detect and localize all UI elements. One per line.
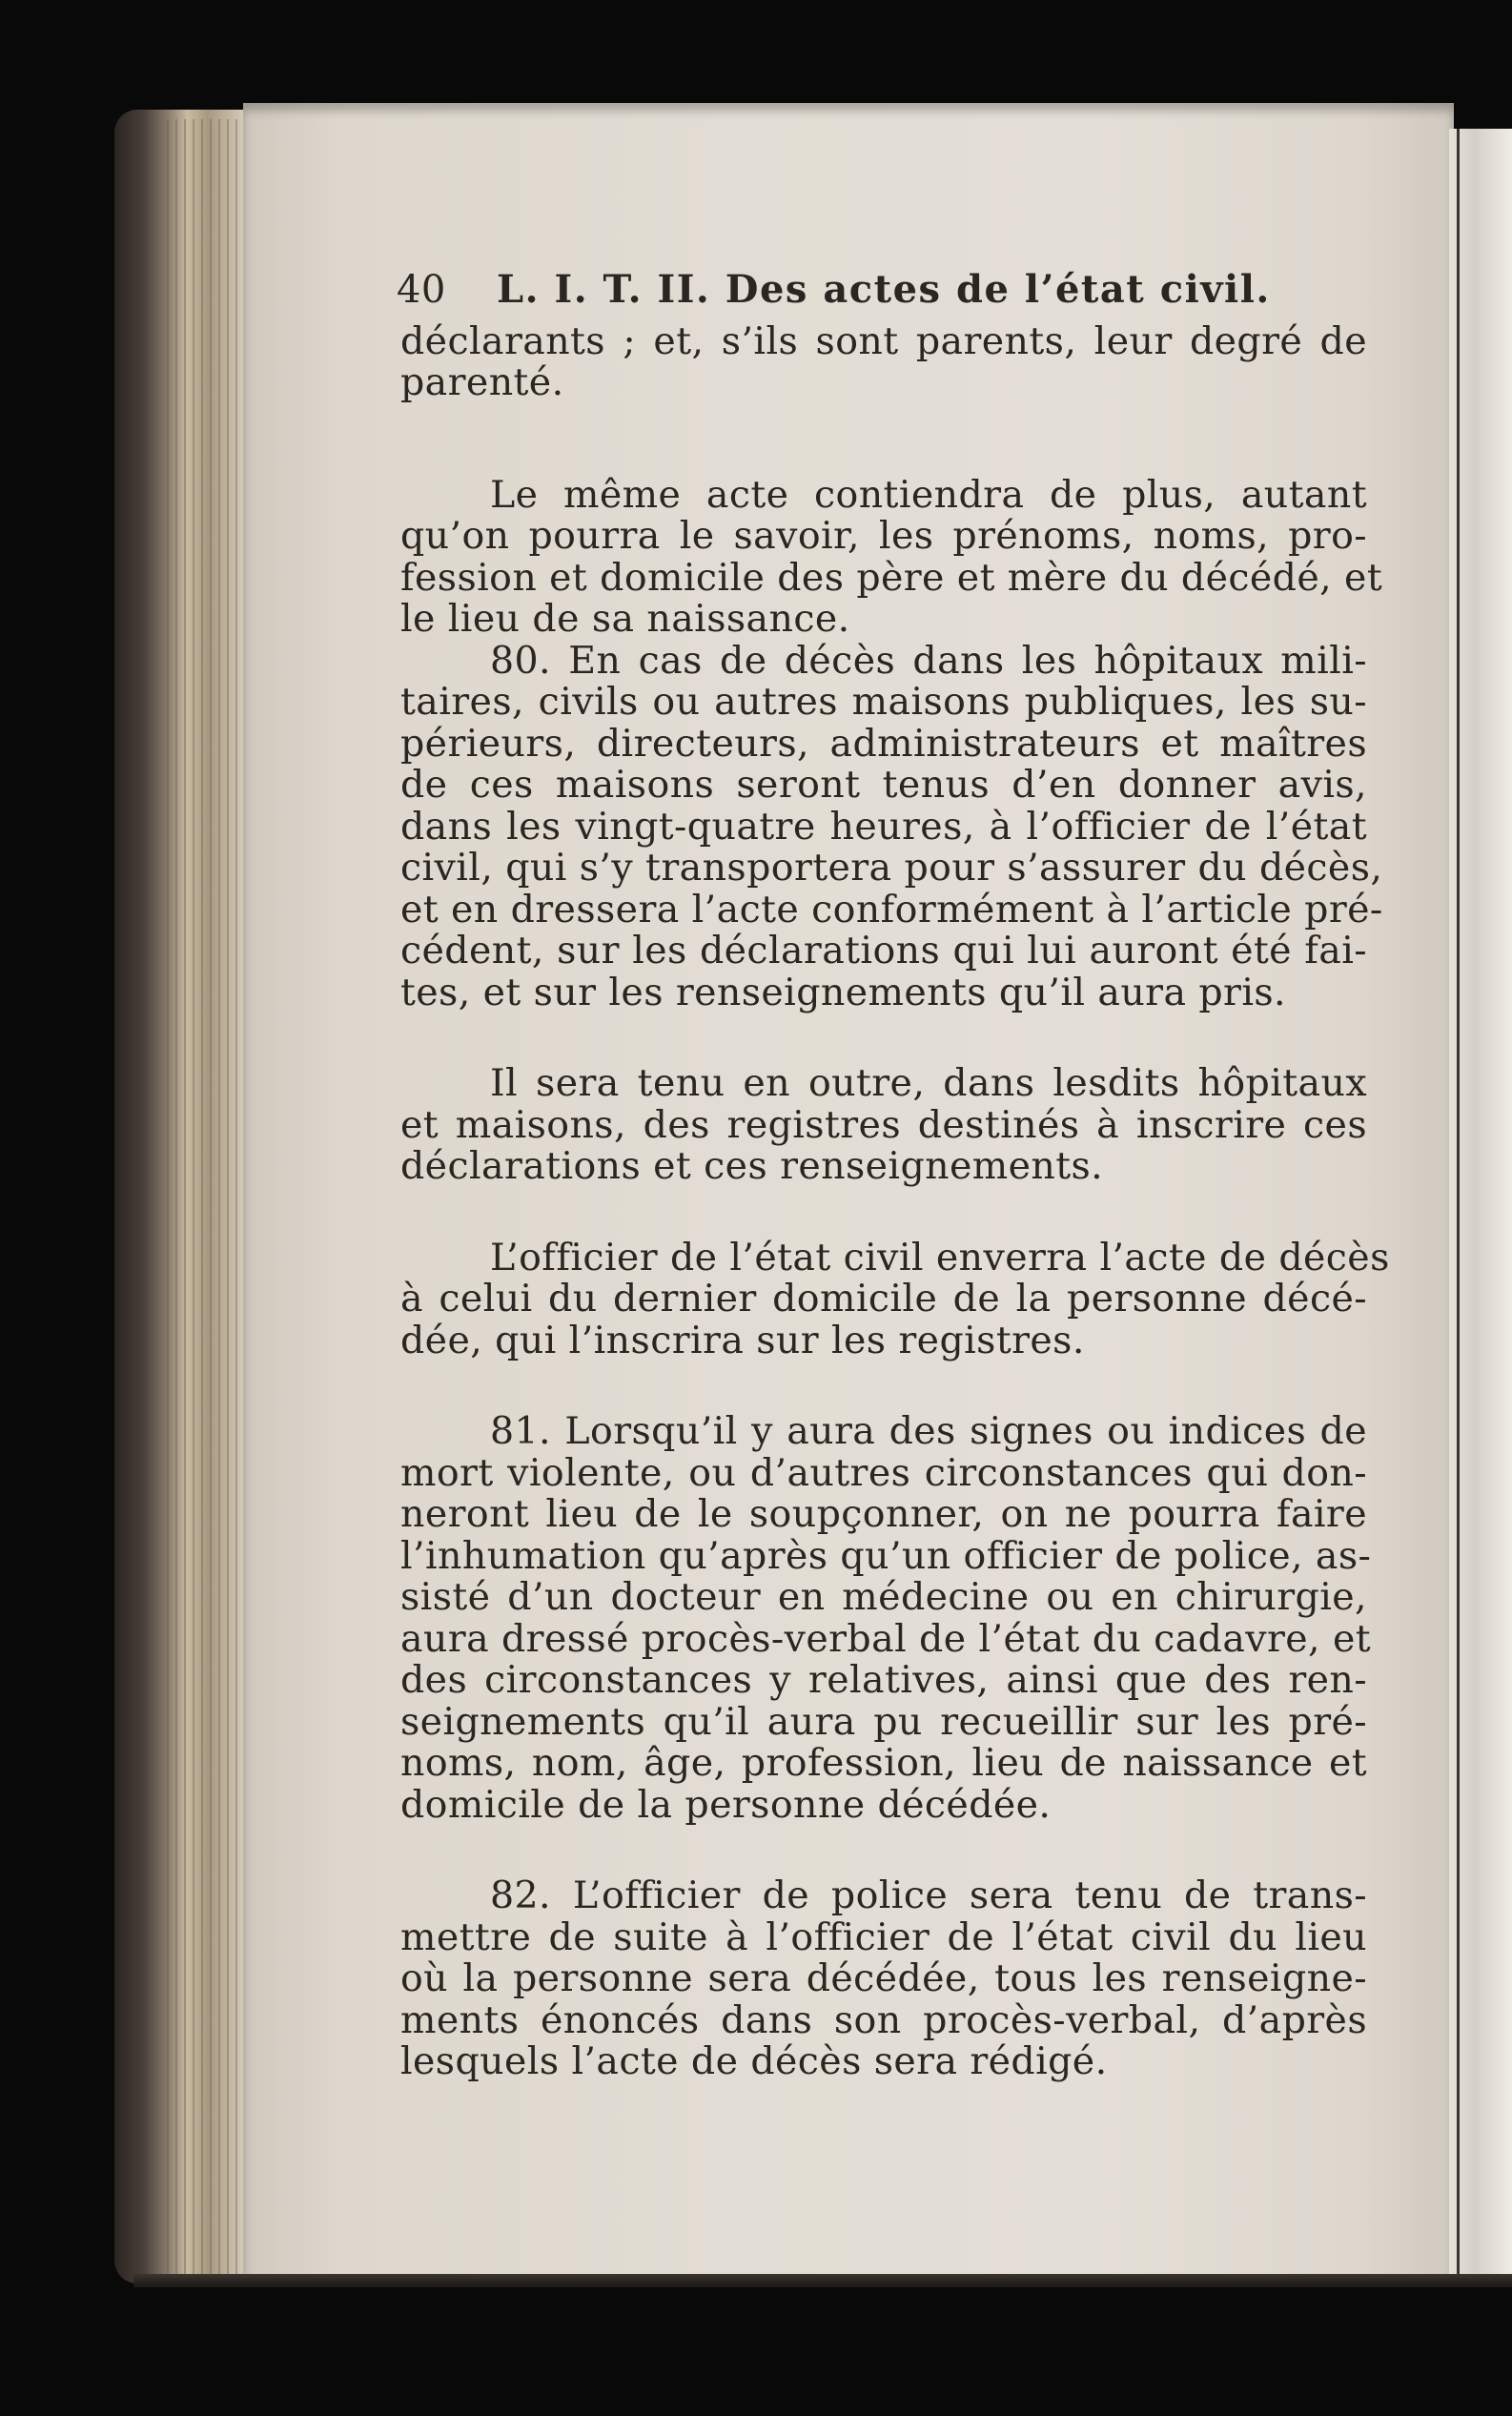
text-line: de ces maisons seront tenus d’en donner avis, — [400, 763, 1367, 807]
paragraph — [400, 318, 1367, 404]
article-81 — [400, 1409, 1372, 1827]
paragraph — [400, 1063, 1367, 1188]
text-line: cédent, sur les déclarations qui lui auront été fai- — [400, 929, 1367, 973]
text-line: taires, civils ou autres maisons publiques, les su- — [400, 680, 1367, 724]
text-line: L’officier de l’état civil enverra l’acte de décès — [490, 1235, 1390, 1280]
paragraph — [400, 472, 1383, 641]
page-bottom-shadow — [133, 2274, 1512, 2287]
page-number: 40 — [397, 268, 446, 312]
text-line: 81. Lorsqu’il y aura des signes ou indices de — [490, 1409, 1367, 1453]
facing-page-border — [1457, 129, 1460, 2274]
text-line: déclarants ; et, s’ils sont parents, leur degré de — [400, 318, 1367, 363]
text-line: dans les vingt-quatre heures, à l’officier de l’état — [400, 804, 1367, 849]
text-line: déclarations et ces renseignements. — [400, 1144, 1104, 1188]
text-line: 82. L’officier de police sera tenu de trans- — [490, 1873, 1367, 1917]
text-line: mort violente, ou d’autres circonstances qui don- — [400, 1450, 1367, 1495]
text-line: Il sera tenu en outre, dans lesdits hôpitaux — [490, 1061, 1367, 1105]
article-82 — [400, 1875, 1367, 2083]
text-line: ments énoncés dans son procès-verbal, d’après — [400, 1997, 1367, 2042]
text-line: sisté d’un docteur en médecine ou en chirurgie, — [400, 1575, 1367, 1619]
page-stack-edges — [167, 119, 253, 2274]
text-line: mettre de suite à l’officier de l’état civil du lieu — [400, 1914, 1367, 1959]
text-line: qu’on pourra le savoir, les prénoms, noms, pro- — [400, 514, 1367, 558]
running-head-title: L. I. T. II. Des actes de l’état civil. — [497, 267, 1271, 312]
text-line: seignements qu’il aura pu recueillir sur les pré- — [400, 1699, 1367, 1744]
text-line: domicile de la personne décédée. — [400, 1782, 1052, 1827]
text-line: aura dressé procès-verbal de l’état du cadavre, et — [400, 1616, 1372, 1661]
text-line: civil, qui s’y transportera pour s’assurer du décès, — [400, 846, 1383, 890]
text-line: où la personne sera décédée, tous les renseigne- — [400, 1956, 1367, 2000]
text-line: l’inhumation qu’après qu’un officier de police, as- — [400, 1533, 1372, 1578]
text-line: le lieu de sa naissance. — [400, 597, 850, 641]
text-line: dée, qui l’inscrira sur les registres. — [400, 1318, 1085, 1362]
running-head — [397, 269, 1367, 312]
text-line: lesquels l’acte de décès sera rédigé. — [400, 2039, 1108, 2083]
paragraph — [400, 1235, 1390, 1362]
text-line: et maisons, des registres destinés à inscrire ces — [400, 1102, 1367, 1147]
text-line: à celui du dernier domicile de la personne décé- — [400, 1277, 1367, 1321]
text-line: parenté. — [400, 360, 564, 404]
text-line: périeurs, directeurs, administrateurs et maîtres — [400, 721, 1367, 766]
text-line: des circonstances y relatives, ainsi que des ren- — [400, 1658, 1367, 1702]
text-line: neront lieu de le soupçonner, on ne pourra faire — [400, 1492, 1367, 1536]
text-line: noms, nom, âge, profession, lieu de naissance et — [400, 1741, 1367, 1785]
text-line: 80. En cas de décès dans les hôpitaux mili- — [490, 638, 1367, 683]
facing-page-edge — [1449, 129, 1512, 2274]
article-80 — [400, 638, 1383, 1014]
page-text — [397, 267, 1390, 2083]
text-line: tes, et sur les renseignements qu’il aura pris. — [400, 970, 1286, 1014]
text-line: et en dressera l’acte conformément à l’article pré- — [400, 887, 1383, 932]
text-line: fession et domicile des père et mère du décédé, et — [400, 555, 1383, 600]
text-line: Le même acte contiendra de plus, autant — [490, 472, 1367, 517]
